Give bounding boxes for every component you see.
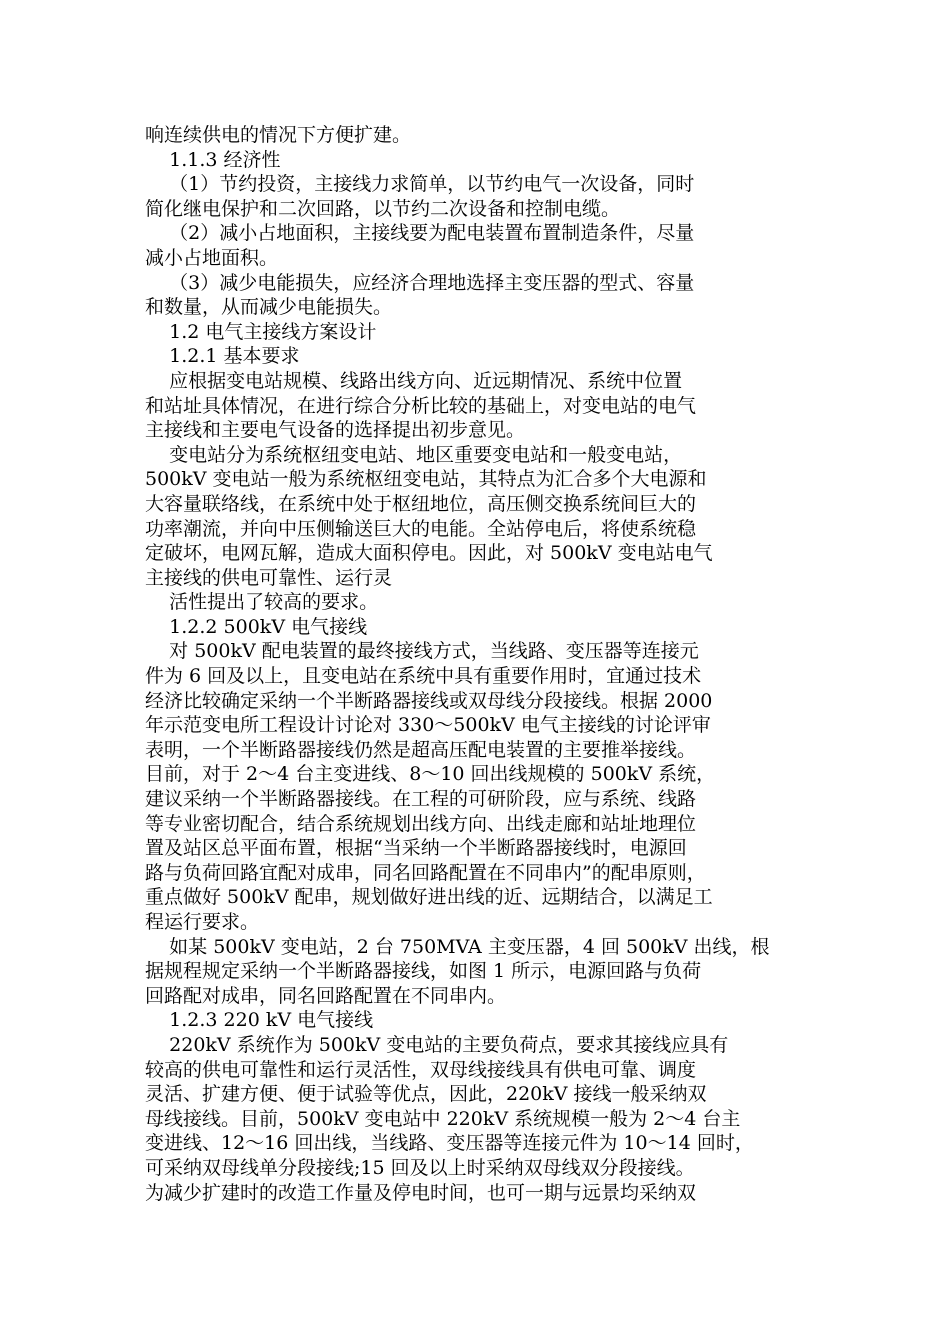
text-line: 据规程规定采纳一个半断路器接线，如图 1 所示，电源回路与负荷 (145, 960, 702, 983)
text-line: 主接线和主要电气设备的选择提出初步意见。 (145, 419, 526, 442)
text-line: （2）减小占地面积，主接线要为配电装置布置制造条件，尽量 (145, 222, 695, 245)
text-line: 件为 6 回及以上，且变电站在系统中具有重要作用时，宜通过技术 (145, 665, 702, 688)
text-line: 主接线的供电可靠性、运行灵 (145, 566, 393, 589)
text-line: 对 500kV 配电装置的最终接线方式，当线路、变压器等连接元 (145, 640, 699, 663)
text-line: （1）节约投资，主接线力求简单，以节约电气一次设备，同时 (145, 173, 695, 196)
text-line: 500kV 变电站一般为系统枢纽变电站，其特点为汇合多个大电源和 (145, 468, 707, 491)
text-line: 减小占地面积。 (145, 246, 279, 269)
text-line: 1.2.2 500kV 电气接线 (145, 615, 368, 638)
text-line: 路与负荷回路宜配对成串，同名回路配置在不同串内”的配串原则， (145, 861, 706, 884)
text-line: 1.2.3 220 kV 电气接线 (145, 1009, 374, 1032)
text-line: 应根据变电站规模、线路出线方向、近远期情况、系统中位置 (145, 369, 683, 392)
text-line: 建议采纳一个半断路器接线。在工程的可研阶段，应与系统、线路 (145, 788, 697, 811)
text-line: 为减少扩建时的改造工作量及停电时间，也可一期与远景均采纳双 (145, 1181, 697, 1204)
text-line: 1.2.1 基本要求 (145, 345, 300, 368)
text-line: 220kV 系统作为 500kV 变电站的主要负荷点，要求其接线应具有 (145, 1033, 729, 1056)
text-line: 年示范变电所工程设计讨论对 330～500kV 电气主接线的讨论评审 (145, 714, 711, 737)
text-line: 等专业密切配合，结合系统规划出线方向、出线走廊和站址地理位 (145, 812, 697, 835)
text-line: 变进线、12～16 回出线，当线路、变压器等连接元件为 10～14 回时， (145, 1132, 754, 1155)
text-line: 较高的供电可靠性和运行灵活性，双母线接线具有供电可靠、调度 (145, 1058, 697, 1081)
text-line: 功率潮流，并向中压侧输送巨大的电能。全站停电后，将使系统稳 (145, 517, 697, 540)
text-line: 母线接线。目前，500kV 变电站中 220kV 系统规模一般为 2～4 台主 (145, 1107, 741, 1130)
text-line: 目前，对于 2～4 台主变进线、8～10 回出线规模的 500kV 系统， (145, 763, 716, 786)
text-line: 1.2 电气主接线方案设计 (145, 320, 377, 343)
text-line: （3）减少电能损失，应经济合理地选择主变压器的型式、容量 (145, 271, 695, 294)
text-line: 经济比较确定采纳一个半断路器接线或双母线分段接线。根据 2000 (145, 689, 713, 712)
text-line: 回路配对成串，同名回路配置在不同串内。 (145, 984, 507, 1007)
text-line: 活性提出了较高的要求。 (145, 591, 379, 614)
text-line: 和数量，从而减少电能损失。 (145, 296, 393, 319)
text-line: 定破坏，电网瓦解，造成大面积停电。因此，对 500kV 变电站电气 (145, 542, 713, 565)
text-line: 灵活、扩建方便、便于试验等优点，因此，220kV 接线一般采纳双 (145, 1083, 707, 1106)
text-line: 表明，一个半断路器接线仍然是超高压配电装置的主要推举接线。 (145, 738, 697, 761)
text-line: 大容量联络线，在系统中处于枢纽地位，高压侧交换系统间巨大的 (145, 492, 697, 515)
body-text (145, 123, 825, 1205)
text-line: 如某 500kV 变电站，2 台 750MVA 主变压器，4 回 500kV 出线，根 (145, 935, 770, 958)
text-line: 简化继电保护和二次回路，以节约二次设备和控制电缆。 (145, 197, 621, 220)
text-line: 响连续供电的情况下方便扩建。 (145, 124, 412, 146)
text-line: 置及站区总平面布置，根据“当采纳一个半断路器接线时，电源回 (145, 837, 687, 860)
text-line: 和站址具体情况，在进行综合分析比较的基础上，对变电站的电气 (145, 394, 697, 417)
text-line: 可采纳双母线单分段接线;15 回及以上时采纳双母线双分段接线。 (145, 1156, 695, 1179)
text-line: 重点做好 500kV 配串，规划做好进出线的近、远期结合，以满足工 (145, 886, 713, 909)
text-line: 1.1.3 经济性 (145, 148, 281, 171)
text-line: 程运行要求。 (145, 911, 260, 933)
text-line: 变电站分为系统枢纽变电站、地区重要变电站和一般变电站， (145, 443, 683, 466)
